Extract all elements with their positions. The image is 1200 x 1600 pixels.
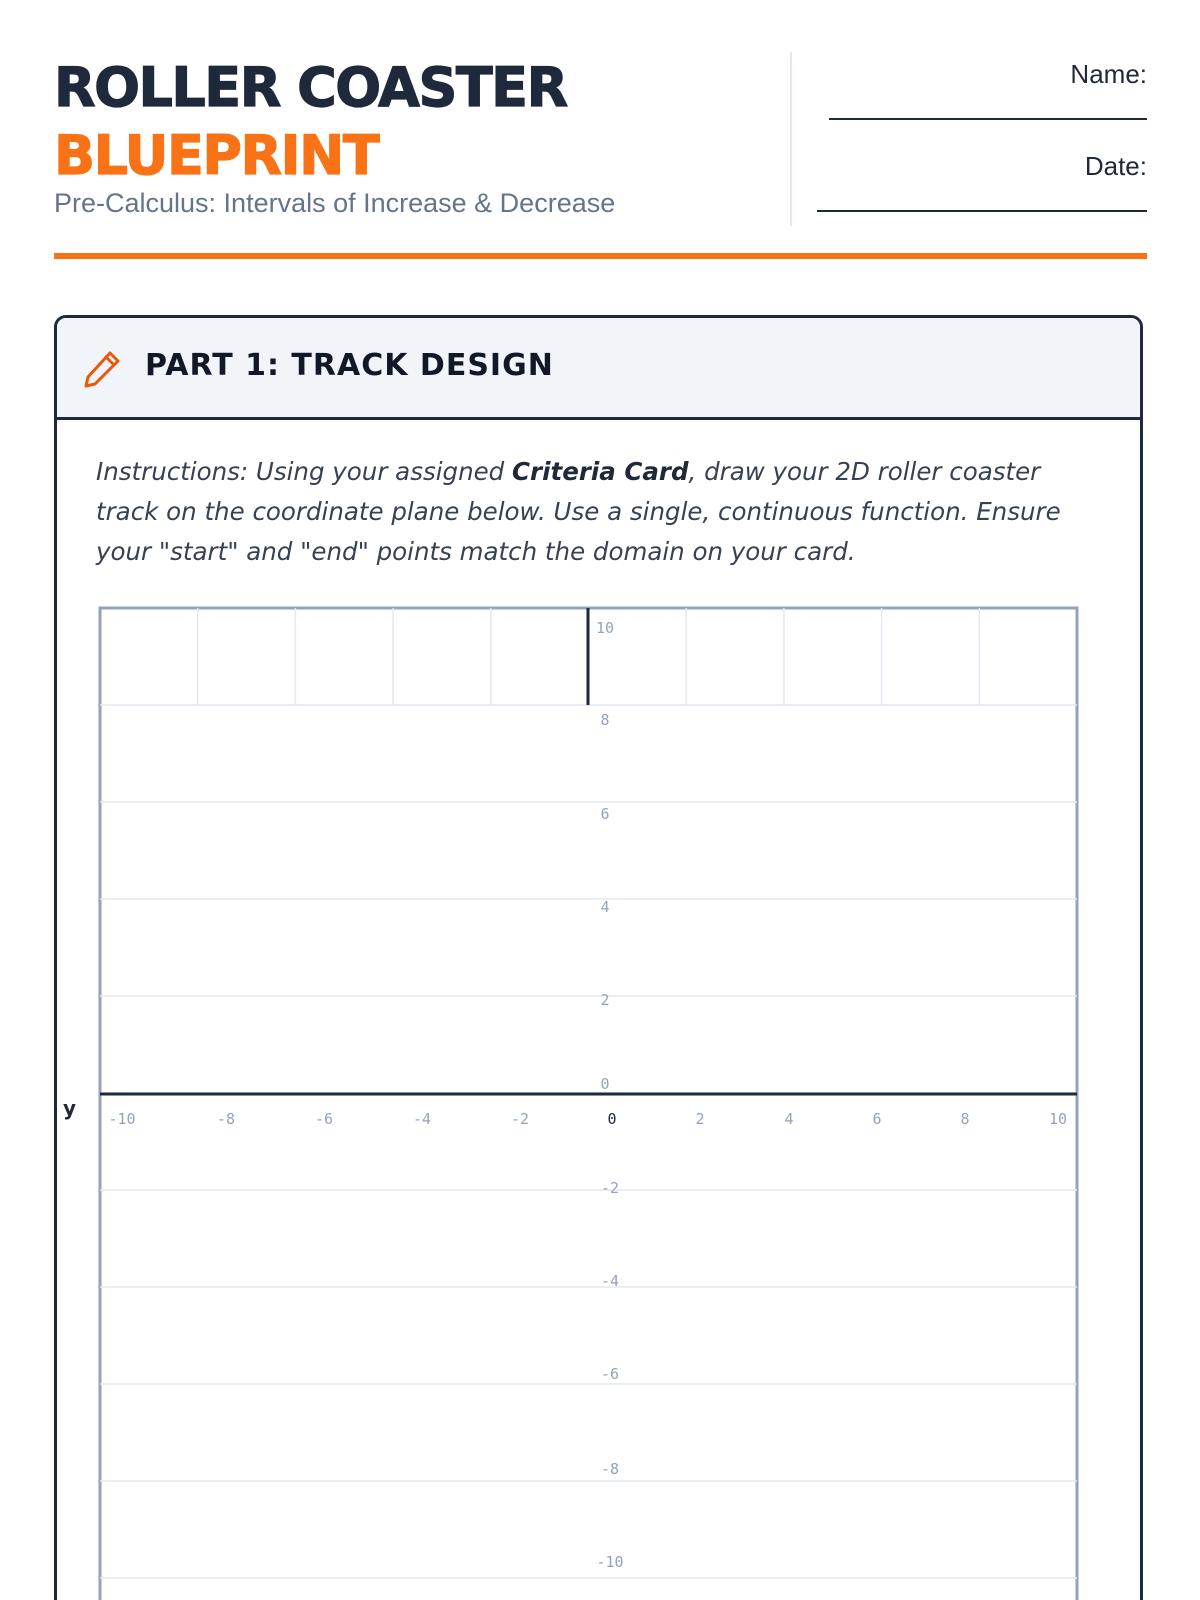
coordinate-grid[interactable]	[100, 608, 1080, 1600]
x-tick-label: 4	[784, 1110, 794, 1128]
x-tick-label: 10	[1048, 1110, 1068, 1128]
x-tick-label: -10	[108, 1110, 136, 1128]
title-line-1: ROLLER COASTER	[54, 56, 567, 119]
x-tick-label: -8	[216, 1110, 236, 1128]
x-tick-label: 2	[695, 1110, 705, 1128]
subtitle: Pre-Calculus: Intervals of Increase & Decrease	[54, 188, 616, 218]
name-label: Name:	[1070, 59, 1147, 89]
x-tick-label: 0	[607, 1110, 617, 1128]
grid-frame	[100, 608, 1077, 1600]
instructions-suffix: , draw your 2D roller coaster track on the coordinate plane below. Use a single, continuous function. Ensure your "start" and "end" points match the domain on your card.	[96, 457, 1061, 566]
date-label: Date:	[1084, 151, 1147, 181]
y-tick-label: -8	[600, 1460, 620, 1478]
x-tick-label: -6	[314, 1110, 334, 1128]
y-tick-label: 4	[600, 898, 610, 916]
pencil-icon	[83, 348, 123, 388]
y-tick-label: 8	[600, 711, 610, 729]
x-tick-label: -4	[412, 1110, 432, 1128]
name-blank-line[interactable]	[829, 118, 1147, 120]
date-blank-line[interactable]	[817, 210, 1147, 212]
title-line-2: BLUEPRINT	[54, 124, 379, 187]
y-tick-label: -10	[596, 1553, 624, 1571]
part1-header	[57, 318, 1140, 420]
y-tick-label: 10	[595, 619, 615, 637]
y-tick-label: -6	[600, 1365, 620, 1383]
header-rule	[54, 253, 1147, 259]
x-tick-label: 6	[872, 1110, 882, 1128]
y-tick-label: 2	[600, 991, 610, 1009]
date-field[interactable]	[817, 150, 1147, 212]
instructions-prefix: Instructions: Using your assigned	[96, 457, 513, 486]
worksheet-header	[54, 52, 1147, 262]
part1-title: PART 1: TRACK DESIGN	[145, 348, 554, 383]
part1-instructions	[96, 452, 1106, 572]
name-field[interactable]	[829, 58, 1147, 120]
coordinate-plane[interactable]	[100, 608, 1100, 1600]
header-divider	[790, 52, 792, 226]
y-tick-label: -2	[600, 1179, 620, 1197]
y-tick-label: 6	[600, 805, 610, 823]
y-tick-label: 0	[600, 1075, 610, 1093]
x-tick-label: -2	[510, 1110, 530, 1128]
instructions-emphasis: Criteria Card	[512, 457, 689, 486]
y-axis-label: y	[63, 1096, 77, 1120]
y-tick-label: -4	[600, 1272, 620, 1290]
x-tick-label: 8	[960, 1110, 970, 1128]
